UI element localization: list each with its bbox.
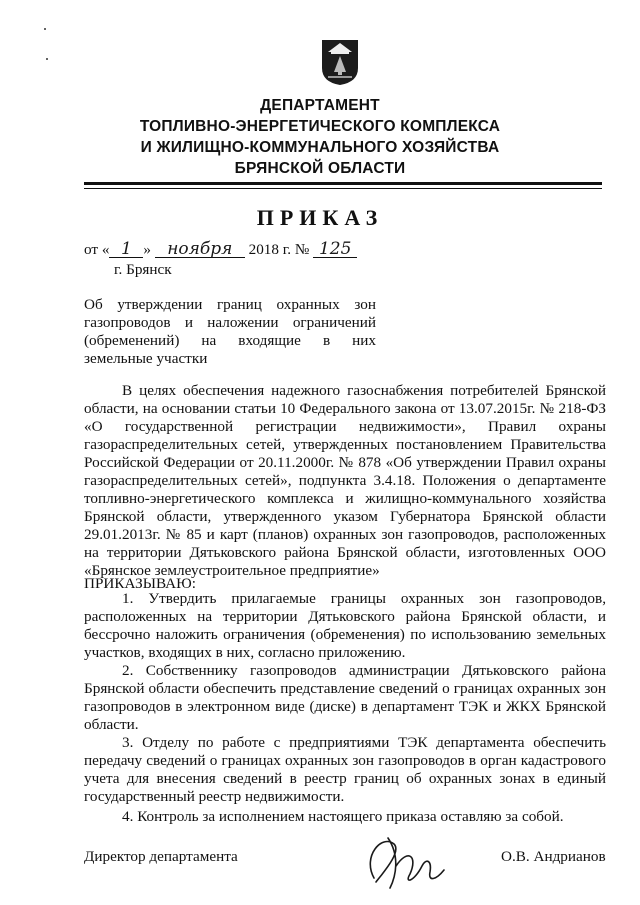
date-quote-close: »	[143, 241, 152, 258]
subject-line: газопроводов и наложении ограничений	[84, 314, 376, 331]
subject-line: (обременений) на входящие в них	[84, 332, 376, 349]
body-line: бессрочно наложить ограничения (обременения) по использованию земельных	[84, 626, 606, 643]
body-line: области.	[84, 716, 139, 733]
subject-line: Об утверждении границ охранных зон	[84, 296, 376, 313]
department-name-line: ДЕПАРТАМЕНТ	[260, 97, 380, 114]
body-line: Брянской области, утвержденного указом Губернатора Брянской области	[84, 508, 606, 525]
body-line: передачу сведений о границах охранных зон газопроводов в орган кадастрового	[84, 752, 606, 769]
signatory-position: Директор департамента	[84, 848, 238, 865]
body-line: области, на основании статьи 10 Федерального закона от 13.07.2015г. № 218-ФЗ	[84, 400, 606, 417]
order-day: 1	[109, 241, 143, 258]
coat-of-arms-emblem	[320, 38, 360, 86]
subject-line: земельные участки	[84, 350, 208, 367]
body-line: 3. Отделу по работе с предприятиями ТЭК департамента обеспечить	[122, 734, 606, 751]
department-name-line: И ЖИЛИЩНО-КОММУНАЛЬНОГО ХОЗЯЙСТВА	[140, 139, 500, 156]
body-line: газораспределительных сетей, утвержденных постановлением Правительства	[84, 436, 606, 453]
order-directive: ПРИКАЗЫВАЮ:	[84, 575, 196, 592]
body-line: газораспределительных сетей», подпункта 3.4.18. Положения о департаменте	[84, 472, 606, 489]
scan-speck	[46, 58, 48, 60]
signatory-name: О.В. Андрианов	[501, 848, 606, 865]
body-line: газопроводов в электронном виде (диске) в департамент ТЭК и ЖКХ Брянской	[84, 698, 606, 715]
number-sign: №	[294, 241, 310, 258]
body-line: учета для внесения сведений в реестр границ об охранных зонах в единый	[84, 770, 606, 787]
body-line: государственный реестр недвижимости.	[84, 788, 345, 805]
body-line: В целях обеспечения надежного газоснабжения потребителей Брянской	[122, 382, 606, 399]
body-line: Российской Федерации от 20.11.2000г. № 878 «Об утверждении Правил охраны	[84, 454, 606, 471]
body-line: участков, входящих в них, согласно приложению.	[84, 644, 406, 661]
body-line: 1. Утвердить прилагаемые границы охранных зон газопроводов,	[122, 590, 606, 607]
date-prefix: от «	[84, 241, 110, 258]
body-line: 29.01.2013г. № 85 и карт (планов) охранных зон газопроводов, расположенных	[84, 526, 606, 543]
body-line: Брянской области обеспечить представление сведений о границах охранных зон	[84, 680, 606, 697]
body-line: на территории Дятьковского района Брянской области, изготовленных ООО	[84, 544, 606, 561]
header-rule-thin	[84, 188, 602, 189]
order-month: ноября	[155, 241, 245, 258]
header-rule-thick	[84, 182, 602, 185]
department-name-line: БРЯНСКОЙ ОБЛАСТИ	[234, 160, 406, 177]
body-line: 4. Контроль за исполнением настоящего приказа оставляю за собой.	[122, 808, 564, 825]
body-line: 2. Собственнику газопроводов администрации Дятьковского района	[122, 662, 606, 679]
body-line: «О государственной регистрации недвижимости», Правил охраны	[84, 418, 606, 435]
body-line: расположенных на территории Дятьковского района Брянской области, и	[84, 608, 606, 625]
body-line: топливно-энергетического комплекса и жилищно-коммунального хозяйства	[84, 490, 606, 507]
body-line: «Брянское землеустроительное предприятие»	[84, 562, 380, 579]
order-year: 2018 г.	[248, 241, 292, 258]
order-date-line	[84, 241, 357, 259]
scan-speck	[44, 28, 46, 30]
city: г. Брянск	[114, 261, 172, 278]
department-name-line: ТОПЛИВНО-ЭНЕРГЕТИЧЕСКОГО КОМПЛЕКСА	[139, 118, 501, 135]
order-number: 125	[313, 241, 357, 258]
document-title: ПРИКАЗ	[256, 205, 384, 230]
handwritten-signature	[352, 826, 452, 896]
